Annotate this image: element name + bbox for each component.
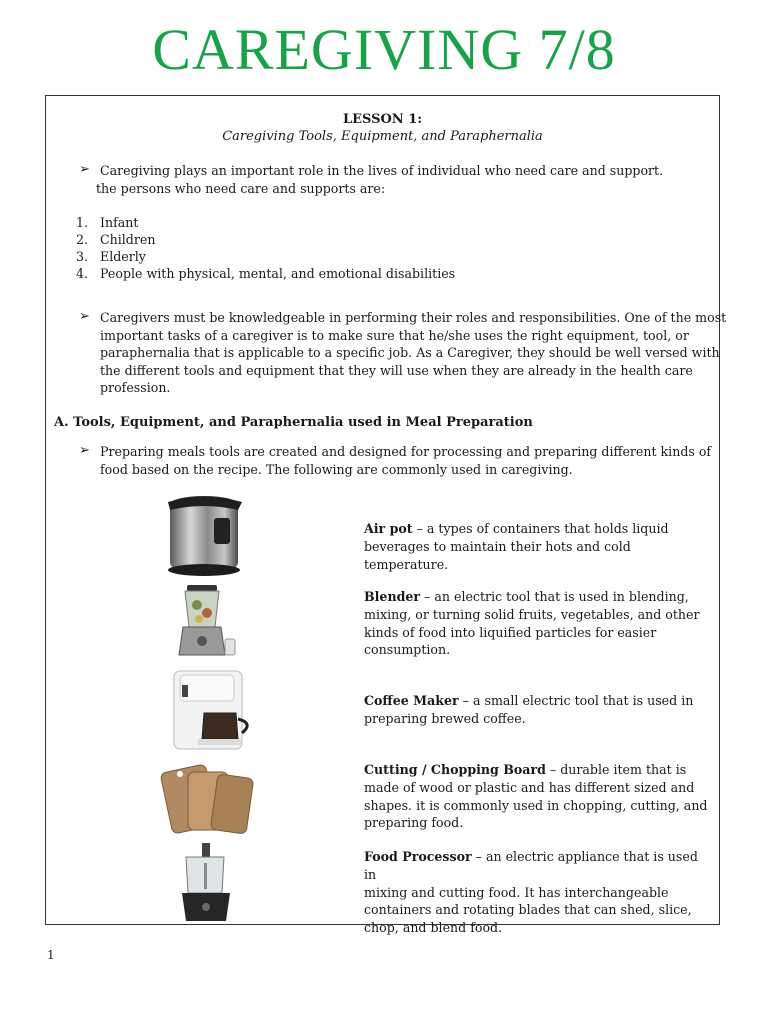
list-item: 4. People with physical, mental, and emotional disabilities [76,266,456,281]
cutting-board-image [160,760,256,840]
intro-line-2: the persons who need care and supports are: [96,181,386,196]
air-pot-image [158,494,250,578]
arrow-bullet-icon: ➢ [79,162,90,177]
blender-image [171,583,241,663]
section-a-heading: A. Tools, Equipment, and Paraphernalia used in Meal Preparation [54,415,533,430]
arrow-bullet-icon: ➢ [79,443,90,458]
list-item: 1. Infant [76,215,139,230]
lesson-heading: LESSON 1: [342,112,423,127]
list-item: 3. Elderly [76,249,146,264]
intro-line-1: Caregiving plays an important role in the lives of individual who need care and support. [100,163,664,178]
tool-description-blender: Blender – an electric tool that is used in blending, mixing, or turning solid fruits, vegetables, and other kinds of food into liquified particles for easier consumption. [364,589,700,658]
food-processor-image [176,843,236,923]
tool-description-cutting-board: Cutting / Chopping Board – durable item that is made of wood or plastic and has different sized and shapes. it is commonly used in chopping, cutting, and preparing food. [364,762,708,831]
tool-description-food-processor: Food Processor – an electric appliance that is used in mixing and cutting food. It has interchangeable containers and rotating blades that can shed, slice, chop, and blend food. [364,849,698,936]
lesson-subtitle: Caregiving Tools, Equipment, and Paraphernalia [222,129,543,144]
lesson-frame [45,95,727,936]
caregivers-paragraph: Caregivers must be knowledgeable in performing their roles and responsibilities. One of the most important tasks of a caregiver is to make sure that he/she uses the right equipment, tool, or paraphernalia that is applicable to a specific job. As a Caregiver, they should be well versed with the different tools and equipment that they will use when they are already in the health care profession. [100,310,727,395]
tool-description-air-pot: Air pot – a types of containers that holds liquid beverages to maintain their hots and cold temperature. [364,521,669,572]
tool-description-coffee-maker: Coffee Maker – a small electric tool that is used in preparing brewed coffee. [364,693,694,726]
section-a-paragraph: Preparing meals tools are created and designed for processing and preparing different kinds of food based on the recipe. The following are commonly used in caregiving. [100,444,712,477]
coffee-maker-image [170,669,260,751]
arrow-bullet-icon: ➢ [79,309,90,324]
page-title: CAREGIVING 7/8 [152,17,616,82]
page-number: 1 [47,948,55,962]
list-item: 2. Children [76,232,156,247]
